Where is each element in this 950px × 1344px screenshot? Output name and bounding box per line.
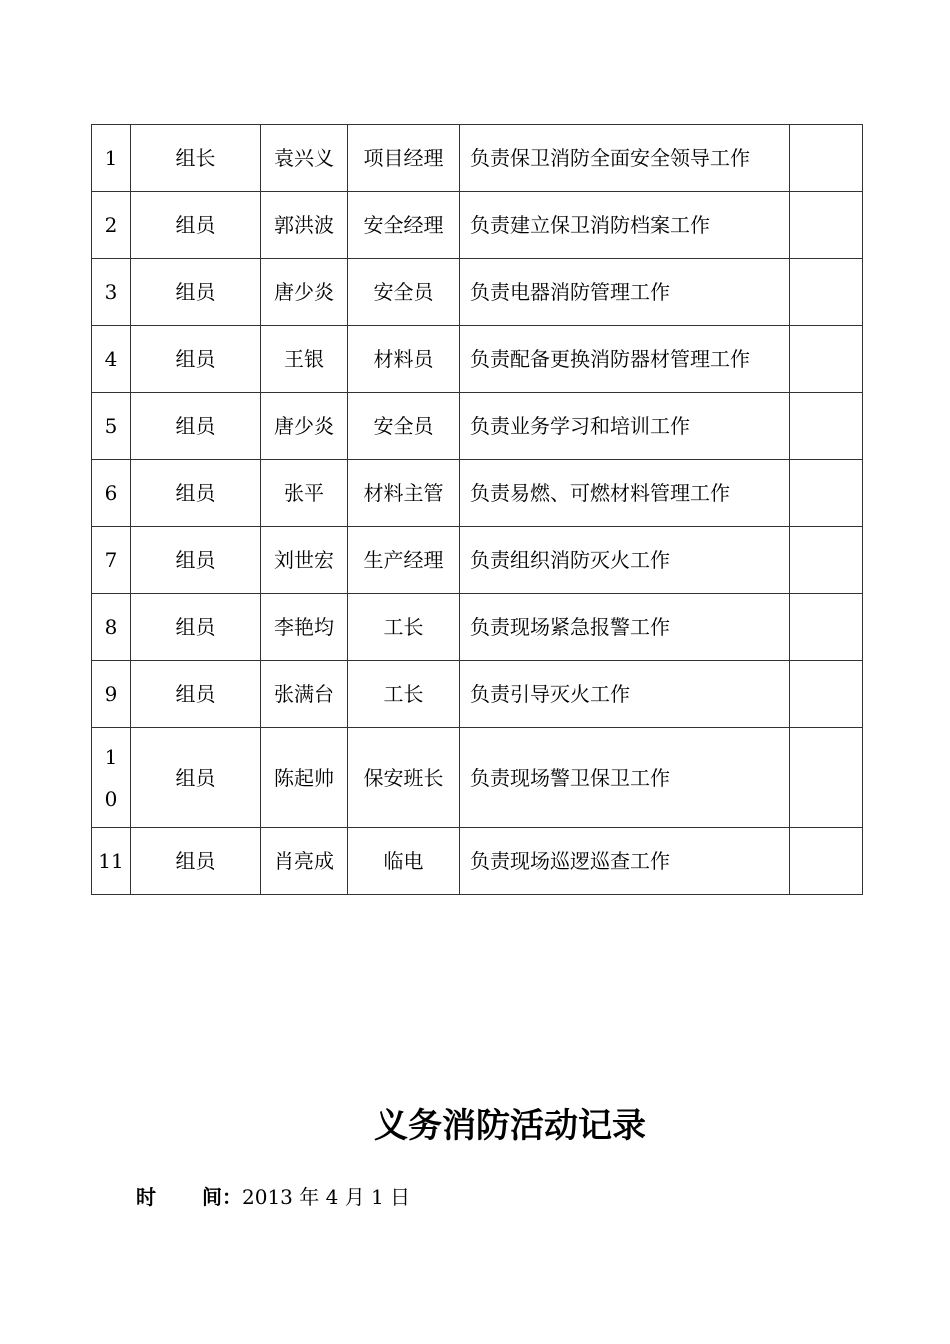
name-cell: 袁兴义 bbox=[261, 125, 348, 192]
position-cell: 安全员 bbox=[348, 259, 460, 326]
record-title: 义务消防活动记录 bbox=[374, 1106, 646, 1146]
duty-cell: 负责易燃、可燃材料管理工作 bbox=[460, 460, 790, 527]
row-number: 11 bbox=[92, 828, 131, 895]
note-cell bbox=[790, 460, 863, 527]
row-number: 1 bbox=[92, 125, 131, 192]
position-cell: 生产经理 bbox=[348, 527, 460, 594]
name-cell: 唐少炎 bbox=[261, 259, 348, 326]
table-row bbox=[92, 192, 863, 259]
name-cell: 张平 bbox=[261, 460, 348, 527]
name-cell: 郭洪波 bbox=[261, 192, 348, 259]
role-cell: 组员 bbox=[131, 661, 261, 728]
table-row bbox=[92, 527, 863, 594]
table-row bbox=[92, 259, 863, 326]
note-cell bbox=[790, 326, 863, 393]
duty-cell: 负责配备更换消防器材管理工作 bbox=[460, 326, 790, 393]
note-cell bbox=[790, 192, 863, 259]
role-cell: 组员 bbox=[131, 259, 261, 326]
position-cell: 安全员 bbox=[348, 393, 460, 460]
row-number: 9 bbox=[92, 661, 131, 728]
position-cell: 工长 bbox=[348, 661, 460, 728]
name-cell: 肖亮成 bbox=[261, 828, 348, 895]
name-cell: 王银 bbox=[261, 326, 348, 393]
row-number: 6 bbox=[92, 460, 131, 527]
time-label-a: 时 bbox=[136, 1185, 156, 1209]
duty-cell: 负责保卫消防全面安全领导工作 bbox=[460, 125, 790, 192]
row-number: 8 bbox=[92, 594, 131, 661]
role-cell: 组员 bbox=[131, 527, 261, 594]
position-cell: 材料员 bbox=[348, 326, 460, 393]
row-number: 4 bbox=[92, 326, 131, 393]
role-cell: 组员 bbox=[131, 326, 261, 393]
date-line bbox=[136, 1181, 410, 1210]
row-number: 7 bbox=[92, 527, 131, 594]
position-cell: 保安班长 bbox=[348, 728, 460, 828]
time-value: 2013 年 4 月 1 日 bbox=[242, 1185, 411, 1209]
note-cell bbox=[790, 828, 863, 895]
duty-cell: 负责电器消防管理工作 bbox=[460, 259, 790, 326]
duty-cell: 负责业务学习和培训工作 bbox=[460, 393, 790, 460]
table-row bbox=[92, 594, 863, 661]
role-cell: 组长 bbox=[131, 125, 261, 192]
note-cell bbox=[790, 527, 863, 594]
position-cell: 项目经理 bbox=[348, 125, 460, 192]
note-cell bbox=[790, 125, 863, 192]
row-number: 2 bbox=[92, 192, 131, 259]
name-cell: 唐少炎 bbox=[261, 393, 348, 460]
note-cell bbox=[790, 393, 863, 460]
table-row bbox=[92, 728, 863, 828]
duty-cell: 负责引导灭火工作 bbox=[460, 661, 790, 728]
name-cell: 刘世宏 bbox=[261, 527, 348, 594]
row-number-wrapped: 10 bbox=[104, 744, 118, 811]
duty-cell: 负责现场警卫保卫工作 bbox=[460, 728, 790, 828]
position-cell: 临电 bbox=[348, 828, 460, 895]
table-row bbox=[92, 125, 863, 192]
role-cell: 组员 bbox=[131, 828, 261, 895]
table-row bbox=[92, 326, 863, 393]
duty-cell: 负责现场巡逻巡查工作 bbox=[460, 828, 790, 895]
role-cell: 组员 bbox=[131, 594, 261, 661]
row-number: 5 bbox=[92, 393, 131, 460]
position-cell: 工长 bbox=[348, 594, 460, 661]
table-row bbox=[92, 828, 863, 895]
role-cell: 组员 bbox=[131, 192, 261, 259]
position-cell: 材料主管 bbox=[348, 460, 460, 527]
note-cell bbox=[790, 661, 863, 728]
name-cell: 陈起帅 bbox=[261, 728, 348, 828]
role-cell: 组员 bbox=[131, 460, 261, 527]
fire-team-table bbox=[91, 124, 863, 895]
duty-cell: 负责建立保卫消防档案工作 bbox=[460, 192, 790, 259]
table-row bbox=[92, 661, 863, 728]
row-number bbox=[92, 728, 131, 828]
role-cell: 组员 bbox=[131, 393, 261, 460]
time-label bbox=[136, 1185, 242, 1209]
name-cell: 李艳均 bbox=[261, 594, 348, 661]
time-label-b: 间： bbox=[202, 1185, 242, 1209]
duty-cell: 负责组织消防灭火工作 bbox=[460, 527, 790, 594]
table-row bbox=[92, 460, 863, 527]
role-cell: 组员 bbox=[131, 728, 261, 828]
note-cell bbox=[790, 259, 863, 326]
position-cell: 安全经理 bbox=[348, 192, 460, 259]
note-cell bbox=[790, 728, 863, 828]
name-cell: 张满台 bbox=[261, 661, 348, 728]
duty-cell: 负责现场紧急报警工作 bbox=[460, 594, 790, 661]
note-cell bbox=[790, 594, 863, 661]
table-row bbox=[92, 393, 863, 460]
row-number: 3 bbox=[92, 259, 131, 326]
